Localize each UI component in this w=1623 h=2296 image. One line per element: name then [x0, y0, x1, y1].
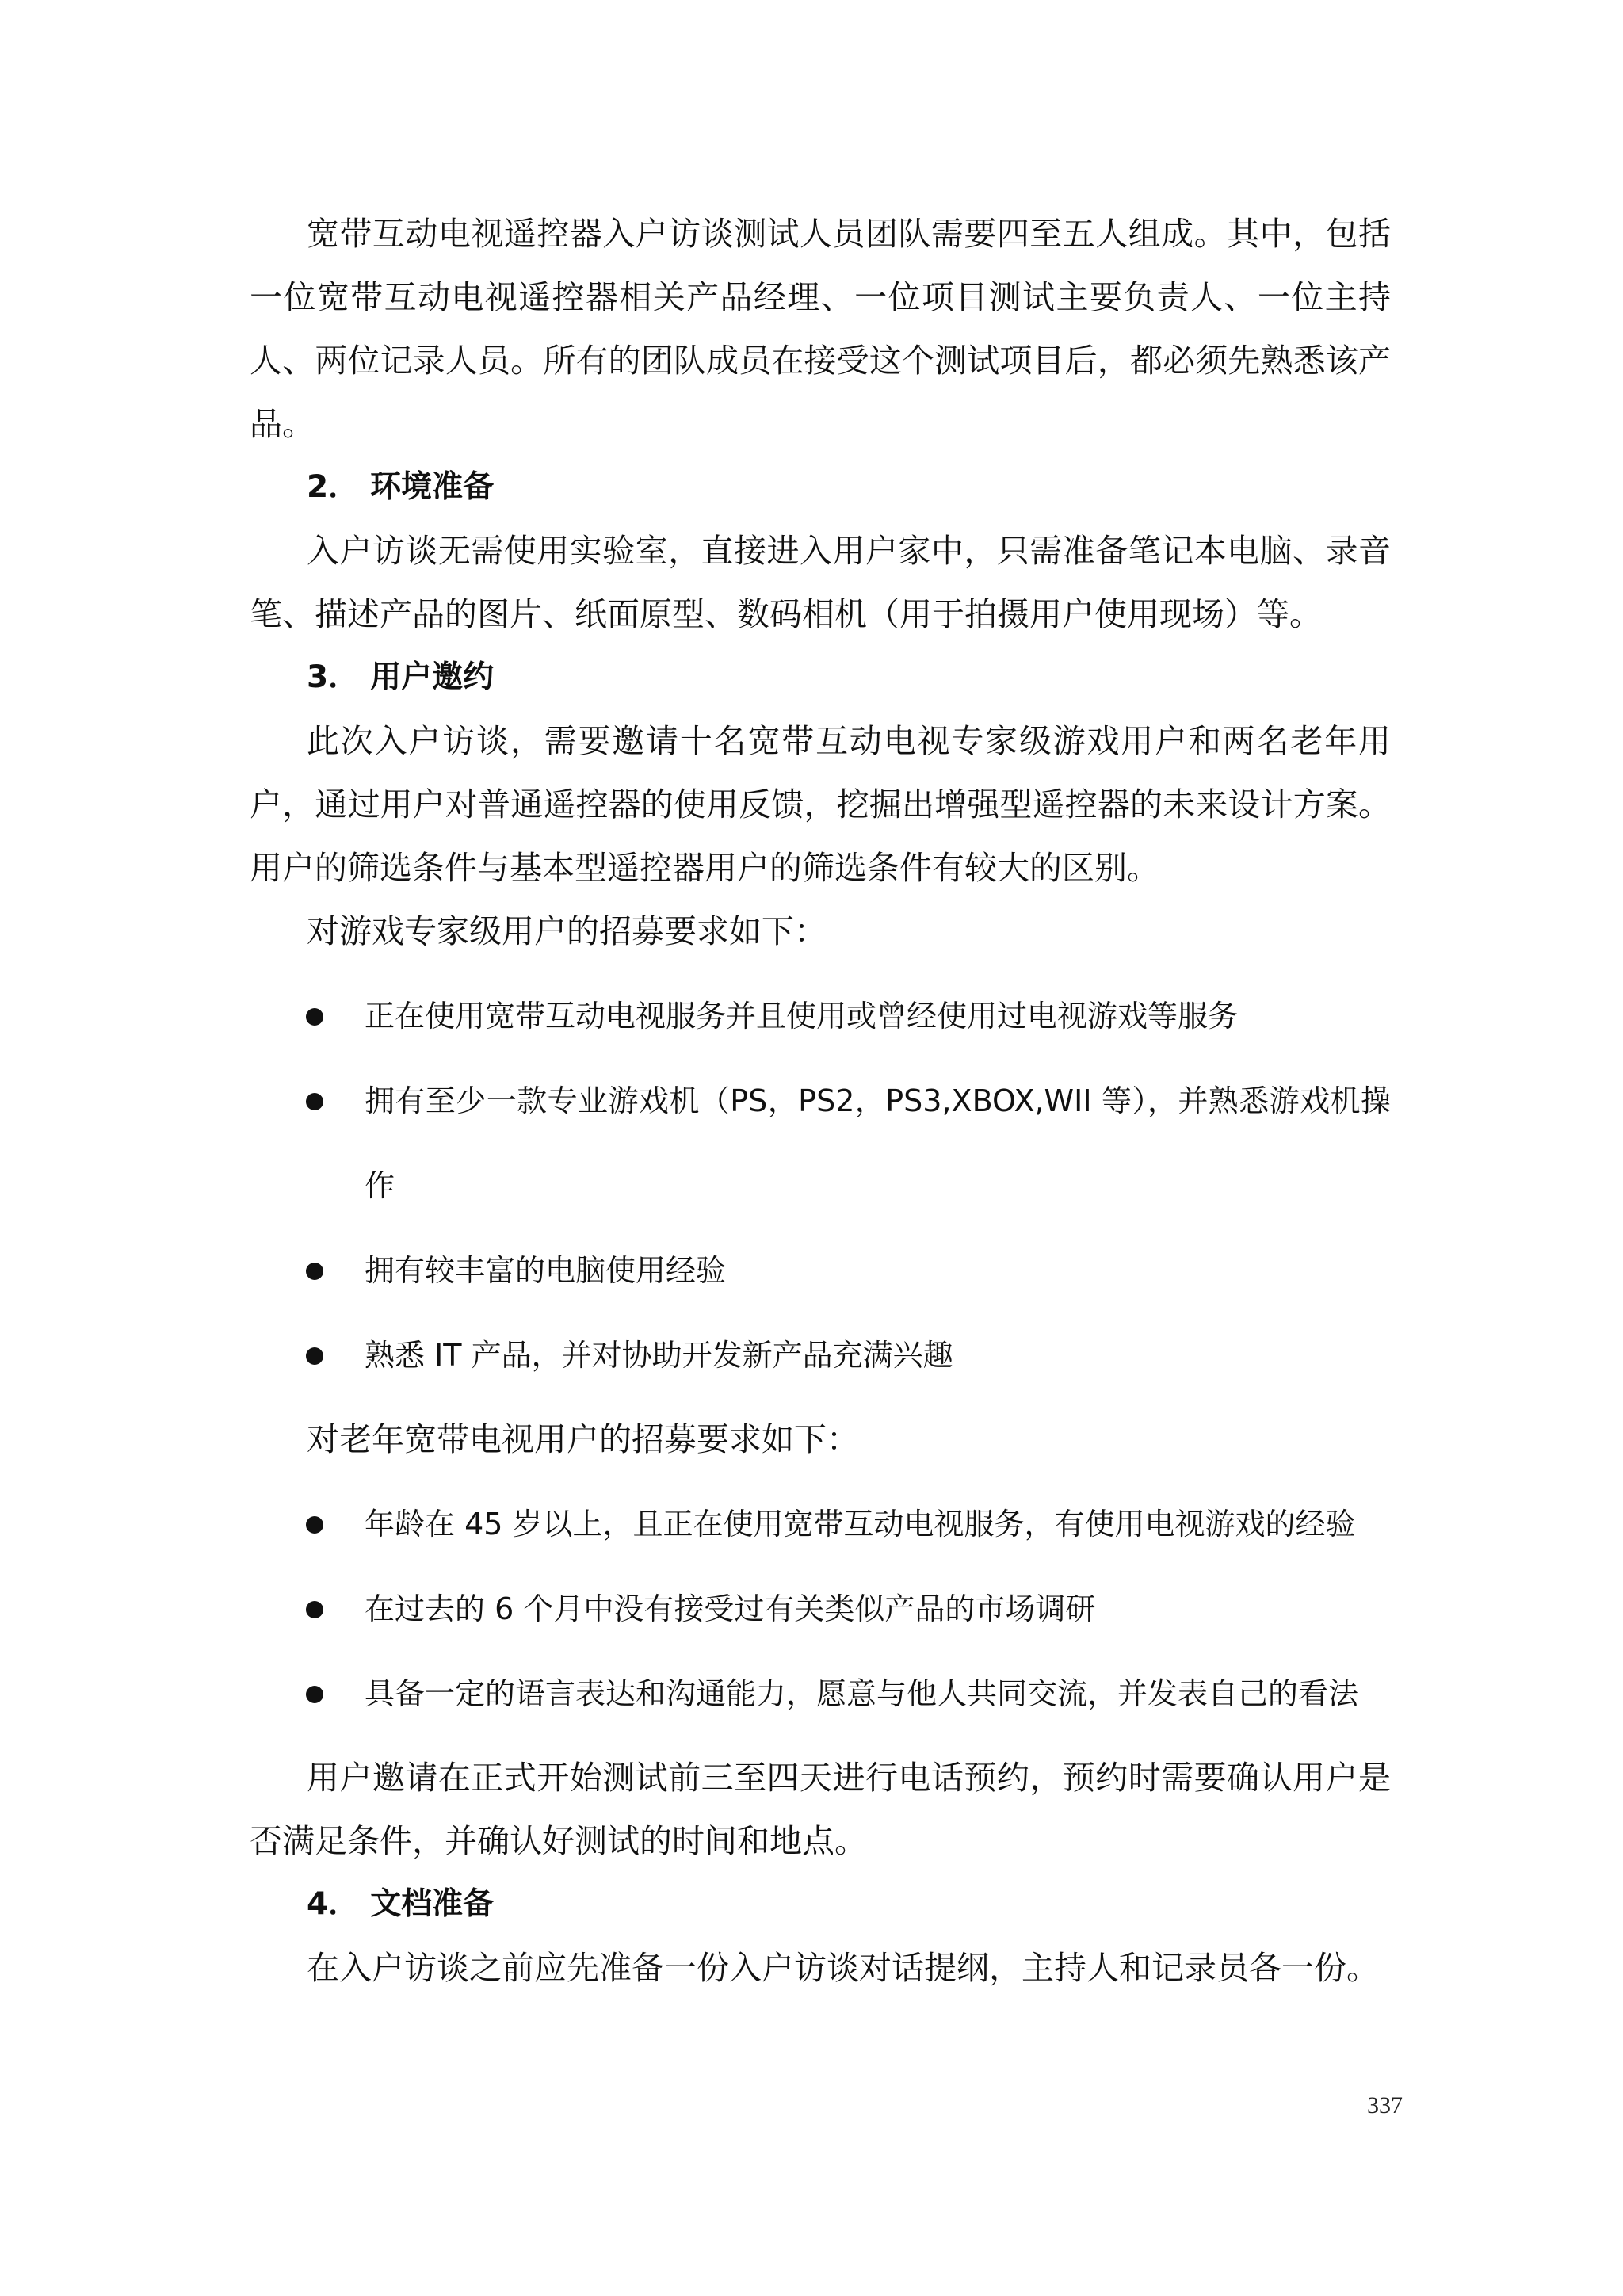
senior-users-list [250, 1482, 1391, 1736]
list-item [250, 1313, 1391, 1398]
game-users-intro: 对游戏专家级用户的招募要求如下： [307, 912, 827, 950]
heading-number: 4． [307, 1886, 360, 1922]
heading-invitation [250, 646, 1391, 709]
list-item [250, 1059, 1391, 1228]
list-item [250, 1652, 1391, 1736]
heading-title: 用户邀约 [370, 659, 495, 695]
senior-users-intro: 对老年宽带电视用户的招募要求如下： [307, 1420, 859, 1458]
list-item-text: 拥有较丰富的电脑使用经验 [365, 1253, 727, 1288]
heading-environment [250, 456, 1391, 519]
list-item-text: 具备一定的语言表达和沟通能力，愿意与他人共同交流，并发表自己的看法 [365, 1676, 1359, 1711]
paragraph-environment: 入户访谈无需使用实验室，直接进入用户家中，只需准备笔记本电脑、录音笔、描述产品的图片、纸面原型、数码相机（用于拍摄用户使用现场）等。 [250, 532, 1391, 633]
bullet-icon [306, 1263, 323, 1280]
page-content [250, 202, 1391, 2000]
paragraph-booking: 用户邀请在正式开始测试前三至四天进行电话预约，预约时需要确认用户是否满足条件，并确认好测试的时间和地点。 [250, 1759, 1391, 1860]
paragraph-invitation: 此次入户访谈，需要邀请十名宽带互动电视专家级游戏用户和两名老年用户，通过用户对普通遥控器的使用反馈，挖掘出增强型遥控器的未来设计方案。用户的筛选条件与基本型遥控器用户的筛选条件有较大的区别。 [250, 722, 1391, 887]
list-item-text: 年龄在 45 岁以上，且正在使用宽带互动电视服务，有使用电视游戏的经验 [365, 1507, 1356, 1541]
bullet-icon [306, 1347, 323, 1365]
list-item [250, 1228, 1391, 1313]
bullet-icon [306, 1516, 323, 1534]
list-item [250, 1482, 1391, 1567]
bullet-icon [306, 1093, 323, 1110]
heading-number: 2． [307, 469, 360, 505]
heading-title: 环境准备 [370, 469, 495, 505]
list-item [250, 974, 1391, 1059]
list-item-text: 在过去的 6 个月中没有接受过有关类似产品的市场调研 [365, 1591, 1096, 1626]
page-number: 337 [1367, 2092, 1403, 2118]
heading-title: 文档准备 [370, 1886, 495, 1922]
paragraph-team: 宽带互动电视遥控器入户访谈测试人员团队需要四至五人组成。其中，包括一位宽带互动电视遥控器相关产品经理、一位项目测试主要负责人、一位主持人、两位记录人员。所有的团队成员在接受这个测试项目后，都必须先熟悉该产品。 [250, 215, 1391, 443]
list-item-text: 熟悉 IT 产品，并对协助开发新产品充满兴趣 [365, 1338, 953, 1373]
bullet-icon [306, 1601, 323, 1618]
heading-documents [250, 1873, 1391, 1936]
heading-number: 3． [307, 659, 360, 695]
bullet-icon [306, 1008, 323, 1026]
paragraph-documents: 在入户访谈之前应先准备一份入户访谈对话提纲，主持人和记录员各一份。 [307, 1949, 1379, 1987]
bullet-icon [306, 1686, 323, 1703]
game-users-list [250, 974, 1391, 1398]
list-item [250, 1567, 1391, 1652]
list-item-text: 拥有至少一款专业游戏机（PS，PS2，PS3,XBOX,WII 等），并熟悉游戏机操作 [365, 1083, 1391, 1203]
list-item-text: 正在使用宽带互动电视服务并且使用或曾经使用过电视游戏等服务 [365, 999, 1239, 1033]
